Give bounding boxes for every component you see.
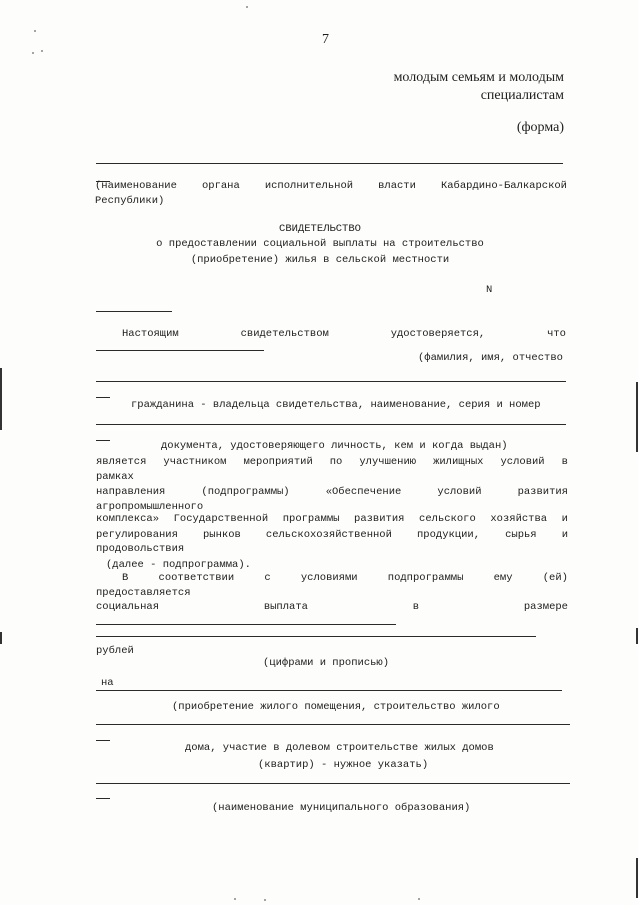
form-label: (форма) <box>516 120 564 135</box>
municipality-fill-line-tail <box>96 798 110 799</box>
scan-speck <box>418 898 420 900</box>
scan-edge-mark <box>636 382 638 452</box>
authority-word: исполнительной <box>264 180 354 192</box>
body-word: регулирования <box>96 529 178 541</box>
document-fill-line <box>96 424 566 425</box>
purpose-fill-line-2 <box>96 724 570 725</box>
document-fill-line-tail <box>96 440 110 441</box>
body-word: (подпрограммы) <box>201 486 290 498</box>
purpose-fill-line-1 <box>96 690 562 691</box>
certificate-subtitle-2: (приобретение) жилья в сельской местности <box>190 254 450 266</box>
purpose-label: на <box>101 677 114 689</box>
scan-speck <box>41 50 43 52</box>
body-word: является <box>96 456 147 468</box>
body-word: социальная <box>96 601 160 613</box>
body-word: мероприятий <box>243 456 313 468</box>
citizen-caption: гражданина - владельца свидетельства, наименование, серия и номер <box>131 399 541 411</box>
body-word: сельского <box>419 513 476 525</box>
body-word: и <box>561 529 568 541</box>
body-row-5: (далее - подпрограмма). <box>106 559 251 571</box>
body-word: подпрограммы <box>387 572 464 584</box>
header-line-1: молодым семьям и молодым <box>393 70 564 85</box>
scan-edge-mark <box>636 628 638 644</box>
page-number: 7 <box>322 32 329 47</box>
body-word: хозяйства <box>490 513 548 525</box>
body-word: условиями <box>300 572 358 584</box>
body-word: сырья <box>505 529 537 541</box>
body-word: (ей) <box>542 572 568 584</box>
amount-fill-line-1 <box>96 624 396 625</box>
body-word: развития <box>517 486 568 498</box>
body-word: «Обеспечение <box>325 486 402 498</box>
certify-word: удостоверяется, <box>390 328 486 340</box>
body-word: В <box>122 572 129 584</box>
scan-speck <box>264 899 266 901</box>
rubles-label: рублей <box>96 645 134 657</box>
scan-speck <box>246 6 248 8</box>
body-row-6 <box>122 572 568 584</box>
body-word: условий <box>500 456 545 468</box>
body-row-4-cont: продовольствия <box>96 543 185 555</box>
body-word: продукции, <box>417 529 481 541</box>
certificate-title: СВИДЕТЕЛЬСТВО <box>279 223 361 235</box>
header-line-2: специалистам <box>480 88 564 103</box>
body-row-2-cont: агропромышленного <box>96 501 204 513</box>
body-word: условий <box>437 486 482 498</box>
body-word: выплата <box>263 601 308 613</box>
authority-word: органа <box>201 180 240 192</box>
body-word: участником <box>163 456 227 468</box>
scan-speck <box>32 52 34 54</box>
body-word: улучшению <box>359 456 417 468</box>
body-row-3 <box>96 513 568 525</box>
municipality-caption: (наименование муниципального образования) <box>212 802 471 814</box>
municipality-fill-line <box>96 783 570 784</box>
body-word: ему <box>493 572 513 584</box>
body-word: размере <box>523 601 568 613</box>
body-word: по <box>329 456 343 468</box>
body-word: соответствии <box>158 572 235 584</box>
body-word: с <box>264 572 271 584</box>
purpose-fill-line-2-tail <box>96 740 110 741</box>
certify-line <box>122 328 566 340</box>
body-word: направления <box>96 486 166 498</box>
purpose-caption-1: (приобретение жилого помещения, строительство жилого <box>172 701 500 713</box>
body-word: рынков <box>203 529 241 541</box>
body-row-1 <box>96 456 568 468</box>
body-row-6-cont: предоставляется <box>96 587 191 599</box>
certificate-subtitle-1: о предоставлении социальной выплаты на строительство <box>156 238 484 250</box>
fio-fill-line-2-tail <box>96 397 110 398</box>
body-row-2 <box>96 486 568 498</box>
body-word: в <box>561 456 568 468</box>
certificate-number-line <box>96 311 172 312</box>
document-caption: документа, удостоверяющего личность, кем и когда выдан) <box>161 440 508 452</box>
certify-word: что <box>547 328 566 340</box>
body-word: сельскохозяйственной <box>265 529 392 541</box>
scan-edge-mark <box>636 858 638 898</box>
authority-fill-line <box>96 163 563 164</box>
body-word: Государственной <box>173 513 269 525</box>
authority-word: (наименование <box>95 180 177 192</box>
body-word: программы <box>282 513 340 525</box>
body-row-4 <box>96 529 568 541</box>
scan-edge-mark <box>0 368 2 430</box>
fio-caption: (фамилия, имя, отчество <box>418 352 563 364</box>
fio-fill-line <box>96 350 264 351</box>
authority-word: Кабардино-Балкарской <box>440 180 567 192</box>
certify-word: свидетельством <box>240 328 329 340</box>
fio-fill-line-2 <box>96 381 566 382</box>
body-word: развития <box>354 513 405 525</box>
body-row-1-cont: рамках <box>96 471 134 483</box>
certificate-number-label: N <box>486 284 493 296</box>
purpose-caption-2: дома, участие в долевом строительстве жилых домов <box>185 742 494 754</box>
body-word: жилищных <box>433 456 484 468</box>
body-row-7 <box>96 601 568 613</box>
scan-speck <box>34 30 36 32</box>
purpose-caption-3: (квартир) - нужное указать) <box>258 759 429 771</box>
body-word: и <box>561 513 568 525</box>
scan-edge-mark <box>0 632 2 644</box>
amount-fill-line-2 <box>96 636 536 637</box>
body-word: комплекса» <box>96 513 160 525</box>
body-word: в <box>412 601 420 613</box>
authority-word: власти <box>378 180 416 192</box>
authority-caption <box>95 180 567 192</box>
scan-speck <box>234 898 236 900</box>
certify-word: Настоящим <box>122 328 179 340</box>
amount-caption: (цифрами и прописью) <box>263 657 390 669</box>
authority-caption-line-2: Республики) <box>95 195 165 207</box>
